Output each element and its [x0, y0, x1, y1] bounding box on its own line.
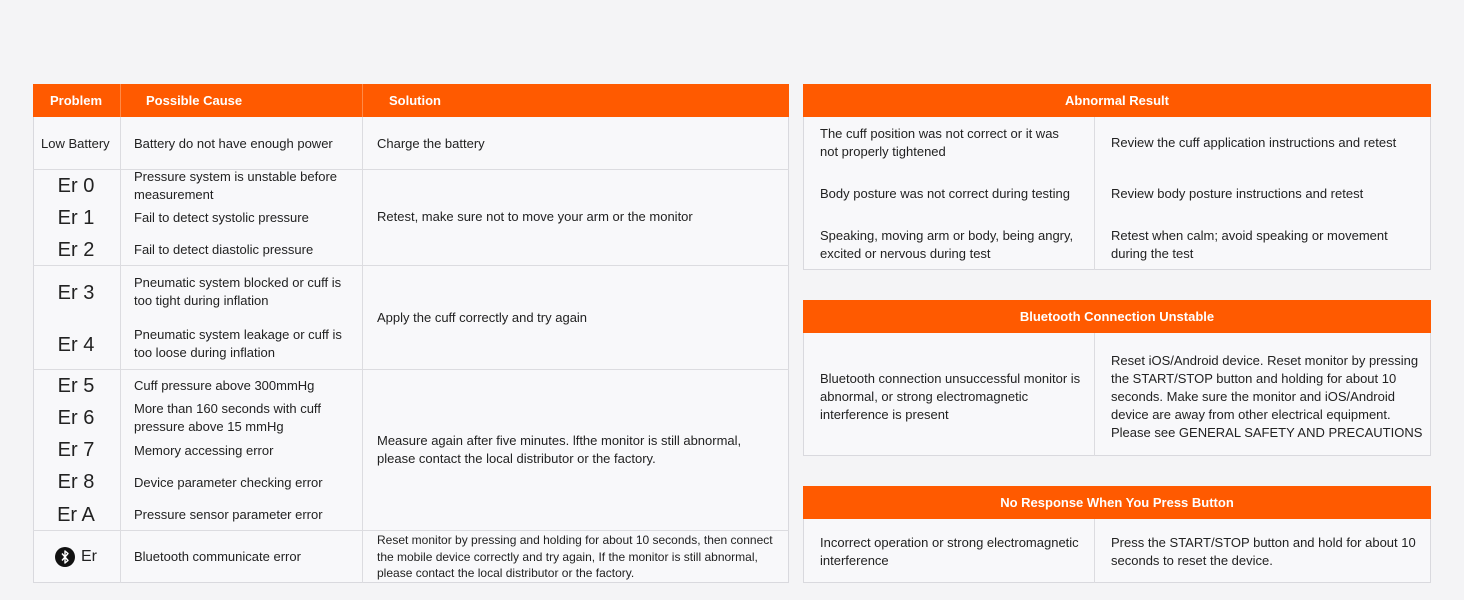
column-divider [1094, 333, 1095, 456]
problem-low-battery: Low Battery [41, 136, 110, 151]
cause-text: Fail to detect systolic pressure [134, 210, 309, 225]
header-possible-cause: Possible Cause [146, 93, 243, 108]
abnormal-result-header [803, 84, 1431, 117]
solution-text: Review body posture instructions and retest [1111, 186, 1364, 201]
table-header [33, 84, 789, 117]
no-response-title: No Response When You Press Button [1000, 495, 1234, 510]
solution-text: Retest when calm; avoid speaking or movement during the test [1111, 228, 1388, 261]
bluetooth-unstable-title: Bluetooth Connection Unstable [1019, 309, 1215, 324]
cause-text: The cuff position was not correct or it was not properly tightened [820, 126, 1059, 159]
error-code: Er A [57, 504, 95, 526]
error-code: Er 2 [57, 239, 95, 261]
no-response-header [803, 486, 1431, 519]
solution-text: Press the START/STOP button and hold for about 10 seconds to reset the device. [1111, 535, 1416, 568]
error-code-bluetooth: Er [81, 548, 97, 565]
error-code: Er 3 [57, 282, 95, 304]
solution-text: Reset monitor by pressing and holding for about 10 seconds, then connect the mobile device correctly and try again, If the monitor is still abnormal, please contact the local distributor or the factory. [377, 533, 773, 580]
solution-text: Review the cuff application instructions and retest [1111, 135, 1397, 150]
cause-text: Bluetooth connection unsuccessful monitor is abnormal, or strong electromagnetic interference is present [820, 371, 1081, 422]
abnormal-result-title: Abnormal Result [1064, 93, 1169, 108]
cause-text: Incorrect operation or strong electromagnetic interference [820, 535, 1079, 568]
error-code: Er 8 [57, 471, 95, 493]
header-divider [120, 84, 121, 117]
solution-text: Charge the battery [377, 136, 485, 151]
row-divider [33, 369, 789, 370]
cause-text: Device parameter checking error [134, 475, 323, 490]
error-code: Er 7 [57, 439, 95, 461]
cause-text: Speaking, moving arm or body, being angry, excited or nervous during test [820, 228, 1074, 261]
column-divider [362, 117, 363, 583]
bluetooth-icon [55, 547, 75, 567]
header-problem: Problem [50, 93, 103, 108]
header-solution: Solution [389, 93, 441, 108]
cause-text: Body posture was not correct during testing [820, 186, 1071, 201]
column-divider [1094, 117, 1095, 270]
column-divider [120, 117, 121, 583]
solution-text: Retest, make sure not to move your arm or the monitor [377, 209, 693, 224]
cause-text: More than 160 seconds with cuff pressure above 15 mmHg [134, 401, 321, 434]
cause-text: Pressure sensor parameter error [134, 507, 323, 522]
solution-text: Reset iOS/Android device. Reset monitor by pressing the START/STOP button and holding for about 10 seconds. Make sure the monitor and iOS/Android device are away from other electrical equipment. Please see GENERAL SAFETY AND PRECAUTIONS [1111, 353, 1423, 440]
error-code: Er 0 [57, 175, 95, 197]
cause-text: Pressure system is unstable before measurement [134, 169, 338, 202]
cause-text: Pneumatic system blocked or cuff is too tight during inflation [134, 275, 342, 308]
solution-text: Apply the cuff correctly and try again [377, 310, 588, 325]
error-code: Er 4 [57, 334, 95, 356]
bluetooth-unstable-header [803, 300, 1431, 333]
row-divider [33, 530, 789, 531]
error-code: Er 6 [57, 407, 95, 429]
cause-text: Fail to detect diastolic pressure [134, 242, 314, 257]
cause-text: Bluetooth communicate error [134, 549, 301, 564]
header-divider [362, 84, 363, 117]
cause-text: Battery do not have enough power [134, 136, 333, 151]
cause-text: Memory accessing error [134, 443, 274, 458]
row-divider [33, 265, 789, 266]
error-code: Er 5 [57, 375, 95, 397]
error-code: Er 1 [57, 207, 95, 229]
column-divider [1094, 519, 1095, 583]
solution-text: Measure again after five minutes. lfthe monitor is still abnormal, please contact the local distributor or the factory. [377, 433, 742, 466]
cause-text: Cuff pressure above 300mmHg [134, 378, 315, 393]
cause-text: Pneumatic system leakage or cuff is too loose during inflation [134, 327, 342, 360]
